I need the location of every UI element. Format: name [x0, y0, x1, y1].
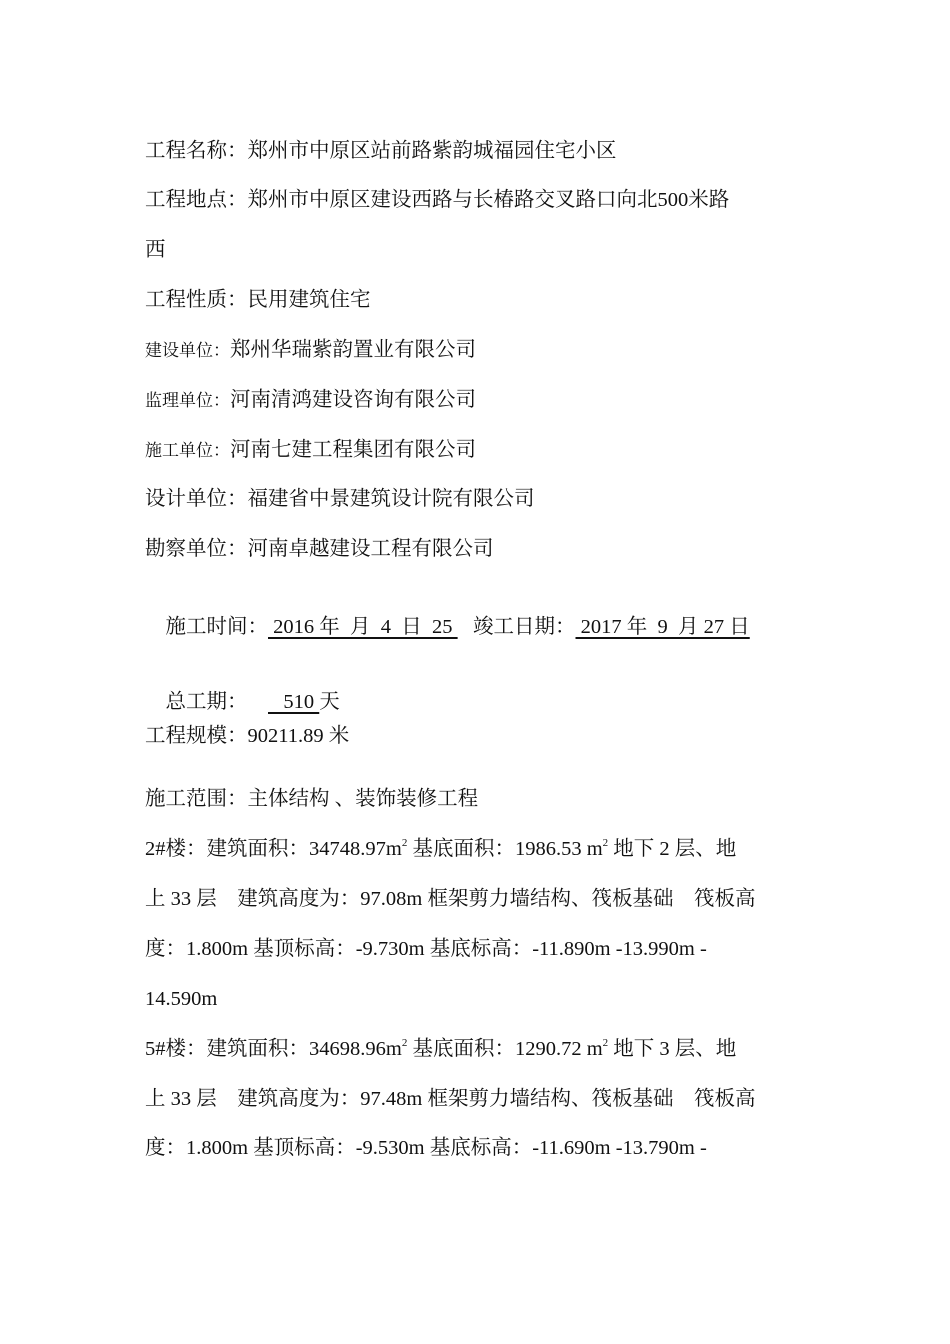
building5-line-2 [145, 1085, 755, 1113]
start-date-value: 2016 年 月 4 日 25 [268, 616, 458, 638]
supervisor-unit-line [145, 386, 476, 415]
project-nature-label: 工程性质： [145, 289, 248, 311]
project-name-line [145, 137, 617, 165]
owner-unit-line [145, 336, 476, 365]
project-name-value: 郑州市中原区站前路紫韵城福园住宅小区 [247, 140, 617, 162]
building5-base-area: 基底面积：1290.72 m [407, 1038, 603, 1060]
building2-height-structure: 上 33 层 建筑高度为：97.08m 框架剪力墙结构、筏板基础 筏板高 [145, 888, 756, 910]
project-nature-line [145, 286, 371, 314]
duration-value: 510 [268, 691, 320, 713]
project-name-label: 工程名称： [145, 140, 248, 162]
building2-area: 2#楼：建筑面积：34748.97m [145, 838, 402, 860]
building5-base-sup: 2 [602, 1037, 609, 1049]
scope-value: 主体结构 、装饰装修工程 [247, 788, 479, 810]
designer-unit-label: 设计单位： [145, 488, 248, 510]
supervisor-unit-value: 河南清鸿建设咨询有限公司 [230, 389, 476, 411]
building5-floors: 地下 3 层、地 [608, 1038, 737, 1060]
contractor-unit-label: 施工单位： [145, 441, 230, 460]
building2-elevations: 度：1.800m 基顶标高：-9.730m 基底标高：-11.890m -13.990m - [145, 938, 707, 960]
scope-line [145, 785, 478, 813]
building5-area: 5#楼：建筑面积：34698.96m [145, 1038, 402, 1060]
owner-unit-value: 郑州华瑞紫韵置业有限公司 [230, 339, 476, 361]
building2-area-sup: 2 [401, 837, 408, 849]
building5-elevations: 度：1.800m 基顶标高：-9.530m 基底标高：-11.690m -13.790m - [145, 1137, 707, 1159]
building2-base-area: 基底面积：1986.53 m [407, 838, 603, 860]
designer-unit-line [145, 485, 535, 513]
supervisor-unit-label: 监理单位： [145, 391, 230, 410]
project-location-label: 工程地点： [145, 189, 248, 211]
building5-area-sup: 2 [401, 1037, 408, 1049]
project-location-line [145, 186, 729, 214]
building2-base-sup: 2 [602, 837, 609, 849]
contractor-unit-value: 河南七建工程集团有限公司 [230, 439, 476, 461]
scale-line [145, 722, 349, 750]
owner-unit-label: 建设单位： [145, 341, 230, 360]
scope-label: 施工范围： [145, 788, 248, 810]
building5-line-3 [145, 1134, 707, 1162]
project-location-line-2 [145, 236, 166, 264]
finish-date-label: 竣工日期： [473, 616, 576, 638]
building2-line-3 [145, 935, 707, 963]
building5-line-1 [145, 1035, 736, 1063]
start-date-label: 施工时间： [165, 616, 268, 638]
finish-date-value: 2017 年 9 月 27 日 [575, 616, 750, 638]
surveyor-unit-line [145, 535, 494, 563]
scale-value: 90211.89 米 [247, 725, 350, 747]
scale-label: 工程规模： [145, 725, 248, 747]
duration-label: 总工期： [165, 691, 248, 713]
building2-line-1 [145, 835, 736, 863]
building5-height-structure: 上 33 层 建筑高度为：97.48m 框架剪力墙结构、筏板基础 筏板高 [145, 1088, 756, 1110]
project-location-value-cont: 西 [145, 239, 166, 261]
surveyor-unit-label: 勘察单位： [145, 538, 248, 560]
building2-line-4 [145, 985, 217, 1013]
building2-elevations-cont: 14.590m [145, 988, 218, 1010]
building2-line-2 [145, 885, 755, 913]
surveyor-unit-value: 河南卓越建设工程有限公司 [247, 538, 494, 560]
duration-unit: 天 [319, 691, 340, 713]
contractor-unit-line [145, 436, 476, 465]
building2-floors: 地下 2 层、地 [608, 838, 737, 860]
project-nature-value: 民用建筑住宅 [247, 289, 371, 311]
designer-unit-value: 福建省中景建筑设计院有限公司 [247, 488, 535, 510]
schedule-line [145, 585, 750, 669]
project-location-value: 郑州市中原区建设西路与长椿路交叉路口向北500米路 [247, 189, 730, 211]
